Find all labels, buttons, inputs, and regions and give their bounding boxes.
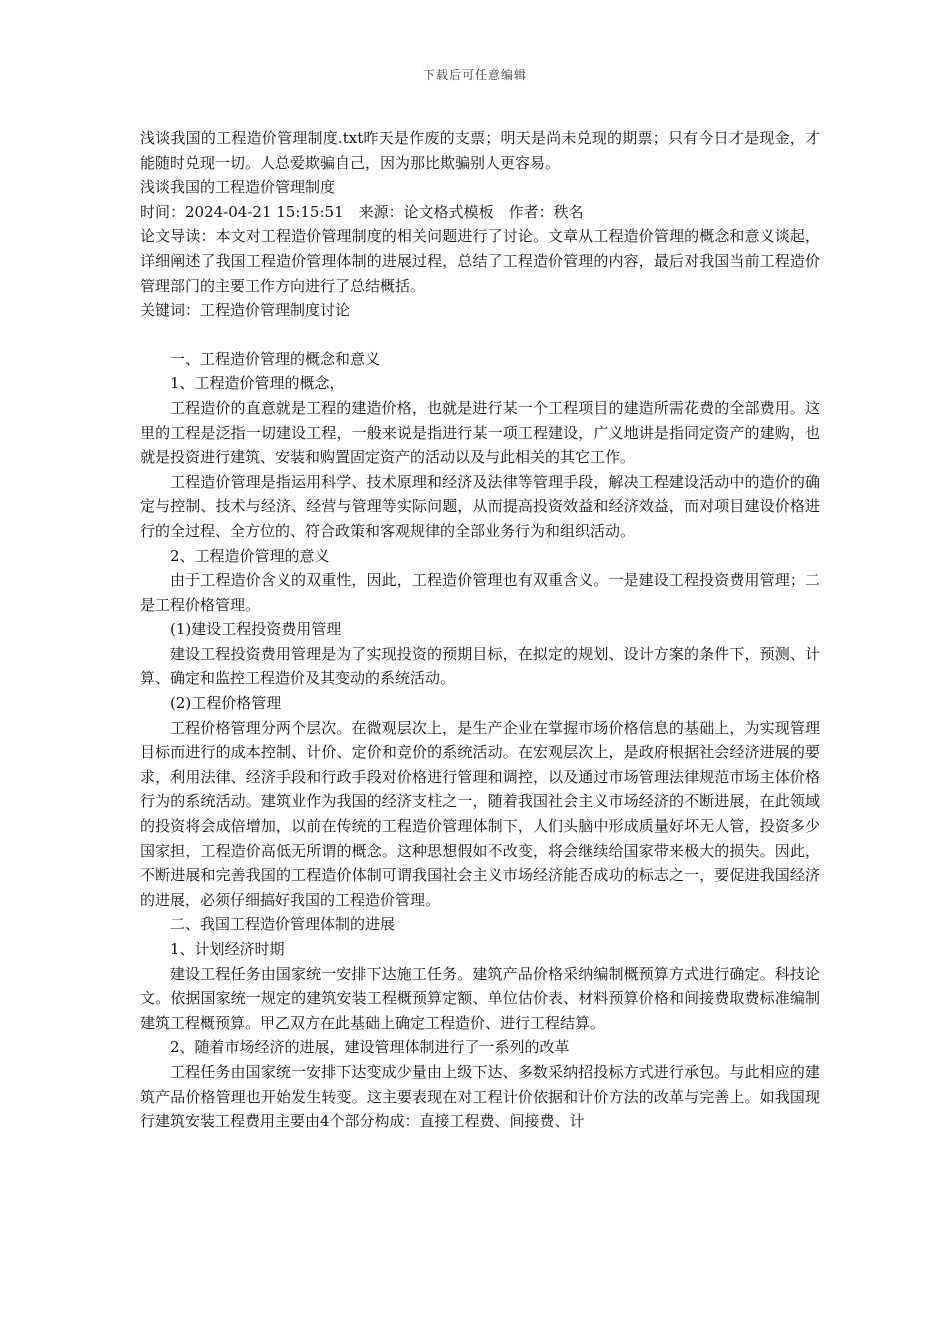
article-meta: 时间：2024-04-21 15:15:51 来源：论文格式模板 作者：秩名 — [140, 202, 584, 221]
sub-item-heading-2: (2)工程价格管理 — [170, 694, 282, 713]
intro-paragraph: 浅谈我国的工程造价管理制度.txt昨天是作废的支票；明天是尚未兑现的期票；只有今日才是现金，才能随时兑现一切。人总爱欺骗自己，因为那比欺骗别人更容易。 — [140, 129, 820, 172]
subsection-heading-1-2: 2、工程造价管理的意义 — [170, 546, 330, 565]
body-paragraph: 建设工程投资费用管理是为了实现投资的预期目标，在拟定的规划、设计方案的条件下，预测、计算、确定和监控工程造价及其变动的系统活动。 — [140, 644, 820, 688]
page-header: 下载后可任意编辑 — [422, 68, 527, 82]
body-paragraph: 工程价格管理分两个层次。在微观层次上，是生产企业在掌握市场价格信息的基础上，为实现管理目标而进行的成本控制、计价、定价和竞价的系统活动。在宏观层次上，是政府根据社会经济进展的要求，利用法律、经济手段和行政手段对价格进行管理和调控，以及通过市场管理法律规范市场主体价格行为的系统活动。建筑业作为我国的经济支柱之一，随着我国社会主义市场经济的不断进展，在此领域的投资将会成倍增加，以前在传统的工程造价管理体制下，人们头脑中形成质量好坏无人管，投资多少国家担，工程造价高低无所谓的概念。这种思想假如不改变，将会继续给国家带来极大的损失。因此，不断进展和完善我国的工程造价体制可谓我国社会主义市场经济能否成功的标志之一，要促进我国经济的进展，必须仔细搞好我国的工程造价管理。 — [140, 718, 820, 909]
body-paragraph: 工程造价管理是指运用科学、技术原理和经济及法律等管理手段，解决工程建设活动中的造价的确定与控制、技术与经济、经营与管理等实际问题，从而提高投资效益和经济效益，而对项目建设价格进行的全过程、全方位的、符合政策和客观规律的全部业务行为和组织活动。 — [140, 472, 820, 540]
section-heading-2: 二、我国工程造价管理体制的进展 — [170, 915, 396, 934]
body-paragraph: 建设工程任务由国家统一安排下达施工任务。建筑产品价格采纳编制概预算方式进行确定。科技论文。依据国家统一规定的建筑安装工程概预算定额、单位估价表、材料预算价格和间接费取费标准编制建筑工程概预算。甲乙双方在此基础上确定工程造价、进行工程结算。 — [140, 964, 820, 1032]
article-title: 浅谈我国的工程造价管理制度 — [140, 178, 336, 197]
subsection-heading-2-1: 1、计划经济时期 — [170, 940, 285, 958]
keywords-line: 关键词：工程造价管理制度讨论 — [140, 301, 351, 320]
document-body — [140, 126, 820, 1134]
body-paragraph: 由于工程造价含义的双重性，因此，工程造价管理也有双重含义。一是建设工程投资费用管理；二是工程价格管理。 — [140, 571, 820, 614]
section-heading-1: 一、工程造价管理的概念和意义 — [170, 349, 381, 368]
body-paragraph: 工程任务由国家统一安排下达变成少量由上级下达、多数采纳招投标方式进行承包。与此相应的建筑产品价格管理也开始发生转变。这主要表现在对工程计价依据和计价方法的改革与完善上。如我国现行建筑安装工程费用主要由4个部分构成：直接工程费、间接费、计 — [140, 1062, 820, 1131]
subsection-heading-2-2: 2、随着市场经济的进展，建设管理体制进行了一系列的改革 — [170, 1038, 570, 1057]
abstract-paragraph: 论文导读：本文对工程造价管理制度的相关问题进行了讨论。文章从工程造价管理的概念和意义谈起，详细阐述了我国工程造价管理体制的进展过程，总结了工程造价管理的内容，最后对我国当前工程造价管理部门的主要工作方向进行了总结概括。 — [140, 227, 820, 295]
body-paragraph: 工程造价的直意就是工程的建造价格，也就是进行某一个工程项目的建造所需花费的全部费用。这里的工程是泛指一切建设工程，一般来说是指进行某一项工程建设，广义地讲是指同定资产的建购，也就是投资进行建筑、安装和购置固定资产的活动以及与此相关的其它工作。 — [140, 398, 820, 467]
subsection-heading-1-1: 1、工程造价管理的概念， — [170, 374, 345, 393]
sub-item-heading-1: (1)建设工程投资费用管理 — [170, 620, 342, 639]
blank-line — [140, 323, 820, 347]
